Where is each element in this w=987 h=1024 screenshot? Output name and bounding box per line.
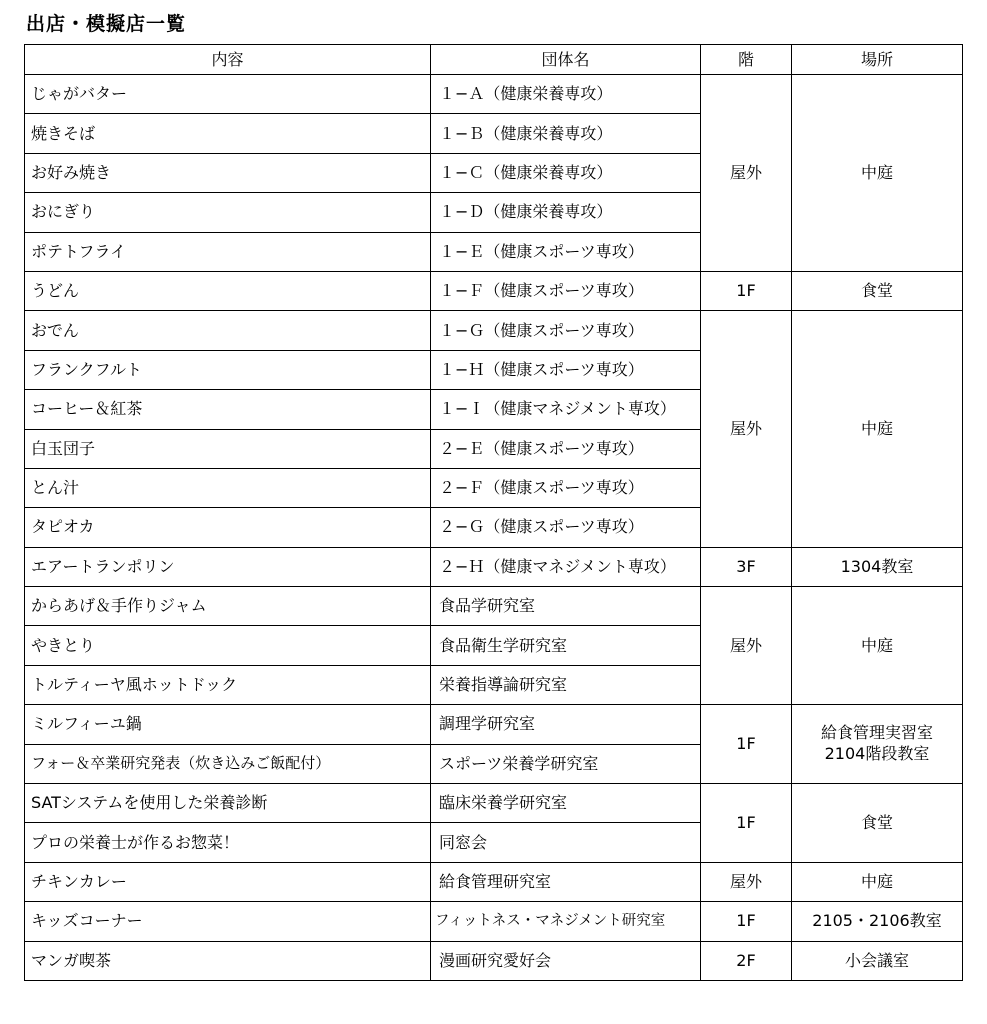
page-title: 出店・模擬店一覧 (26, 13, 187, 35)
header-content: 内容 (25, 45, 431, 75)
content-cell: 焼きそば (25, 114, 431, 153)
table-row (25, 862, 963, 901)
floor-cell: 1F (701, 784, 792, 863)
floor-cell: 2F (701, 941, 792, 980)
content-cell: とん汁 (25, 468, 431, 507)
group-cell: 食品衛生学研究室 (431, 626, 701, 665)
floor-cell: 1F (701, 902, 792, 941)
table-header-row (25, 45, 963, 75)
group-cell: １−Ｉ（健康マネジメント専攻） (431, 390, 701, 429)
content-cell: プロの栄養士が作るお惣菜！ (25, 823, 431, 862)
place-cell (792, 705, 963, 784)
floor-cell: 屋外 (701, 75, 792, 272)
group-cell: １−Ｆ（健康スポーツ専攻） (431, 271, 701, 310)
group-cell: 同窓会 (431, 823, 701, 862)
place-cell: 小会議室 (792, 941, 963, 980)
place-line: 2104階段教室 (824, 744, 930, 764)
group-cell: 栄養指導論研究室 (431, 665, 701, 704)
floor-cell: 3F (701, 547, 792, 586)
group-cell: 食品学研究室 (431, 587, 701, 626)
place-cell: 中庭 (792, 311, 963, 547)
place-cell: 中庭 (792, 862, 963, 901)
floor-cell: 1F (701, 271, 792, 310)
place-cell: 1304教室 (792, 547, 963, 586)
place-cell: 中庭 (792, 75, 963, 272)
content-cell: トルティーヤ風ホットドック (25, 665, 431, 704)
place-cell: 食堂 (792, 784, 963, 863)
group-cell: １−Ｃ（健康栄養専攻） (431, 153, 701, 192)
content-cell: お好み焼き (25, 153, 431, 192)
content-cell: キッズコーナー (25, 902, 431, 941)
header-place: 場所 (792, 45, 963, 75)
content-cell: タピオカ (25, 508, 431, 547)
floor-cell: 屋外 (701, 862, 792, 901)
content-cell: フォー＆卒業研究発表（炊き込みご飯配付） (25, 744, 431, 783)
content-cell: おにぎり (25, 193, 431, 232)
group-cell: 調理学研究室 (431, 705, 701, 744)
table-row (25, 902, 963, 941)
content-cell: マンガ喫茶 (25, 941, 431, 980)
table-row (25, 941, 963, 980)
group-cell: １−Ｈ（健康スポーツ専攻） (431, 350, 701, 389)
floor-cell: 屋外 (701, 587, 792, 705)
group-cell: 漫画研究愛好会 (431, 941, 701, 980)
group-cell: ２−Ｅ（健康スポーツ専攻） (431, 429, 701, 468)
shop-list-table (24, 44, 963, 981)
group-cell: ２−Ｈ（健康マネジメント専攻） (431, 547, 701, 586)
content-cell: からあげ＆手作りジャム (25, 587, 431, 626)
group-cell: １−Ｄ（健康栄養専攻） (431, 193, 701, 232)
group-cell: ２−Ｆ（健康スポーツ専攻） (431, 468, 701, 507)
group-cell: 給食管理研究室 (431, 862, 701, 901)
content-cell: ミルフィーユ鍋 (25, 705, 431, 744)
floor-cell: 1F (701, 705, 792, 784)
floor-cell: 屋外 (701, 311, 792, 547)
content-cell: おでん (25, 311, 431, 350)
group-cell: １−Ｇ（健康スポーツ専攻） (431, 311, 701, 350)
content-cell: やきとり (25, 626, 431, 665)
table-row (25, 587, 963, 626)
place-cell: 中庭 (792, 587, 963, 705)
content-cell: 白玉団子 (25, 429, 431, 468)
group-cell: １−Ｂ（健康栄養専攻） (431, 114, 701, 153)
header-group: 団体名 (431, 45, 701, 75)
group-cell: フィットネス・マネジメント研究室 (431, 902, 701, 941)
group-cell: １−Ａ（健康栄養専攻） (431, 75, 701, 114)
place-cell: 2105・2106教室 (792, 902, 963, 941)
table-row (25, 271, 963, 310)
group-cell: 臨床栄養学研究室 (431, 784, 701, 823)
content-cell: フランクフルト (25, 350, 431, 389)
content-cell: じゃがバター (25, 75, 431, 114)
table-row (25, 75, 963, 114)
content-cell: ポテトフライ (25, 232, 431, 271)
table-row (25, 311, 963, 350)
table-row (25, 784, 963, 823)
table-row (25, 547, 963, 586)
group-cell: スポーツ栄養学研究室 (431, 744, 701, 783)
group-cell: ２−Ｇ（健康スポーツ専攻） (431, 508, 701, 547)
place-cell: 食堂 (792, 271, 963, 310)
content-cell: コーヒー＆紅茶 (25, 390, 431, 429)
header-floor: 階 (701, 45, 792, 75)
place-line: 給食管理実習室 (820, 723, 933, 743)
content-cell: チキンカレー (25, 862, 431, 901)
table-row (25, 705, 963, 744)
content-cell: うどん (25, 271, 431, 310)
content-cell: SATシステムを使用した栄養診断 (25, 784, 431, 823)
group-cell: １−Ｅ（健康スポーツ専攻） (431, 232, 701, 271)
content-cell: エアートランポリン (25, 547, 431, 586)
